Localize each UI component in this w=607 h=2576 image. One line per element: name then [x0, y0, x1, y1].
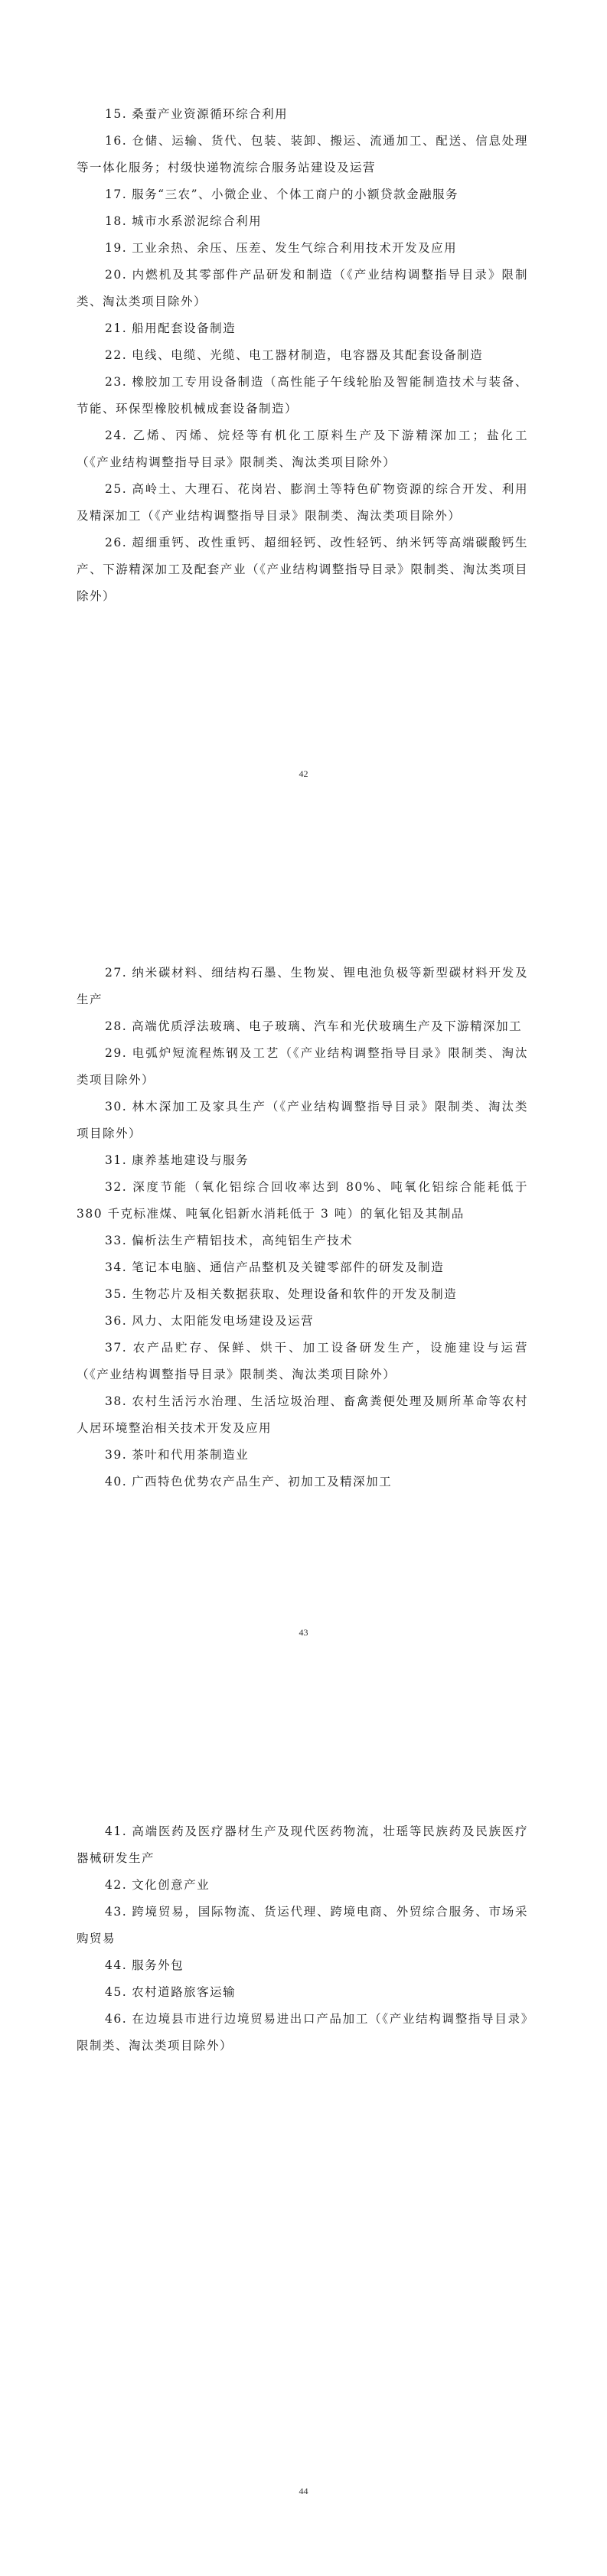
item-number: 39.: [105, 1448, 128, 1462]
page-content: [77, 1818, 528, 2059]
item-number: 44.: [105, 1958, 128, 1972]
item-text: 康养基地建设与服务: [132, 1153, 250, 1167]
list-item: [77, 1442, 528, 1469]
list-item: [77, 530, 528, 610]
list-item: [77, 422, 528, 476]
item-text: 深度节能（氧化铝综合回收率达到 80%、吨氧化铝综合能耗低于 380 千克标准煤、吨氧化铝新水消耗低于 3 吨）的氧化铝及其制品: [77, 1180, 528, 1221]
list-item: [77, 1174, 528, 1228]
page-content: [77, 101, 528, 610]
item-text: 农村生活污水治理、生活垃圾治理、畜禽粪便处理及厕所革命等农村人居环境整治相关技术开发及应用: [77, 1394, 528, 1435]
item-number: 19.: [105, 241, 128, 255]
item-text: 偏析法生产精铝技术，高纯铝生产技术: [132, 1234, 354, 1247]
list-item: [77, 1899, 528, 1952]
document-page: [0, 0, 607, 859]
list-item: [77, 262, 528, 315]
item-number: 28.: [105, 1019, 128, 1033]
document-page: [0, 1717, 607, 2576]
list-item: [77, 101, 528, 128]
item-text: 超细重钙、改性重钙、超细轻钙、改性轻钙、纳米钙等高端碳酸钙生产、下游精深加工及配套产业（《产业结构调整指导目录》限制类、淘汰类项目除外）: [77, 536, 528, 603]
item-number: 17.: [105, 187, 128, 201]
item-number: 16.: [105, 134, 128, 148]
item-text: 纳米碳材料、细结构石墨、生物炭、锂电池负极等新型碳材料开发及生产: [77, 966, 528, 1006]
item-number: 45.: [105, 1985, 128, 1999]
page-number: 44: [299, 2486, 308, 2496]
item-number: 26.: [105, 536, 128, 549]
item-text: 乙烯、丙烯、烷烃等有机化工原料生产及下游精深加工；盐化工（《产业结构调整指导目录》限制类、淘汰类项目除外）: [77, 429, 528, 469]
item-text: 桑蚕产业资源循环综合利用: [132, 107, 289, 121]
item-text: 农村道路旅客运输: [132, 1985, 237, 1999]
item-text: 服务外包: [132, 1958, 184, 1972]
item-text: 服务“三农”、小微企业、个体工商户的小额贷款金融服务: [132, 187, 459, 201]
item-text: 工业余热、余压、压差、发生气综合利用技术开发及应用: [132, 241, 458, 255]
item-number: 15.: [105, 107, 128, 121]
item-number: 42.: [105, 1878, 128, 1892]
item-number: 46.: [105, 2012, 128, 2026]
document-page: [0, 859, 607, 1717]
list-item: [77, 960, 528, 1013]
list-item: [77, 1872, 528, 1899]
page-content: [77, 960, 528, 1495]
item-number: 36.: [105, 1314, 128, 1328]
item-text: 文化创意产业: [132, 1878, 210, 1892]
item-number: 27.: [105, 966, 128, 980]
item-number: 40.: [105, 1475, 128, 1489]
item-number: 31.: [105, 1153, 128, 1167]
item-number: 35.: [105, 1287, 128, 1301]
item-text: 广西特色优势农产品生产、初加工及精深加工: [132, 1475, 393, 1489]
item-text: 橡胶加工专用设备制造（高性能子午线轮胎及智能制造技术与装备、节能、环保型橡胶机械成套设备制造）: [77, 375, 528, 416]
item-text: 林木深加工及家具生产（《产业结构调整指导目录》限制类、淘汰类项目除外）: [77, 1100, 528, 1140]
item-text: 生物芯片及相关数据获取、处理设备和软件的开发及制造: [132, 1287, 458, 1301]
list-item: [77, 1228, 528, 1254]
item-text: 在边境县市进行边境贸易进出口产品加工（《产业结构调整指导目录》限制类、淘汰类项目除外）: [77, 2012, 528, 2053]
page-number: 42: [299, 768, 308, 779]
item-text: 高端优质浮法玻璃、电子玻璃、汽车和光伏玻璃生产及下游精深加工: [132, 1019, 523, 1033]
item-text: 茶叶和代用茶制造业: [132, 1448, 250, 1462]
item-number: 30.: [105, 1100, 128, 1114]
item-text: 电弧炉短流程炼钢及工艺（《产业结构调整指导目录》限制类、淘汰类项目除外）: [77, 1046, 528, 1087]
item-text: 跨境贸易，国际物流、货运代理、跨境电商、外贸综合服务、市场采购贸易: [77, 1905, 528, 1945]
list-item: [77, 1308, 528, 1335]
item-number: 29.: [105, 1046, 128, 1060]
list-item: [77, 1281, 528, 1308]
list-item: [77, 1094, 528, 1147]
item-number: 43.: [105, 1905, 128, 1919]
list-item: [77, 476, 528, 530]
item-number: 21.: [105, 321, 128, 335]
list-item: [77, 1335, 528, 1388]
list-item: [77, 1040, 528, 1094]
list-item: [77, 342, 528, 369]
item-number: 41.: [105, 1824, 128, 1838]
item-text: 农产品贮存、保鲜、烘干、加工设备研发生产，设施建设与运营（《产业结构调整指导目录》限制类、淘汰类项目除外）: [77, 1341, 528, 1381]
item-number: 32.: [105, 1180, 128, 1194]
item-number: 24.: [105, 429, 128, 442]
list-item: [77, 369, 528, 422]
item-text: 仓储、运输、货代、包装、装卸、搬运、流通加工、配送、信息处理等一体化服务；村级快递物流综合服务站建设及运营: [77, 134, 528, 174]
item-number: 33.: [105, 1234, 128, 1247]
list-item: [77, 2006, 528, 2059]
item-text: 风力、太阳能发电场建设及运营: [132, 1314, 315, 1328]
item-text: 内燃机及其零部件产品研发和制造（《产业结构调整指导目录》限制类、淘汰类项目除外）: [77, 268, 528, 308]
item-number: 22.: [105, 348, 128, 362]
list-item: [77, 1388, 528, 1442]
list-item: [77, 181, 528, 208]
item-text: 电线、电缆、光缆、电工器材制造，电容器及其配套设备制造: [132, 348, 484, 362]
item-number: 23.: [105, 375, 128, 389]
list-item: [77, 1818, 528, 1872]
page-number: 43: [299, 1627, 308, 1638]
item-number: 34.: [105, 1260, 128, 1274]
item-text: 笔记本电脑、通信产品整机及关键零部件的研发及制造: [132, 1260, 445, 1274]
list-item: [77, 315, 528, 342]
list-item: [77, 1147, 528, 1174]
list-item: [77, 128, 528, 181]
list-item: [77, 1013, 528, 1040]
list-item: [77, 1254, 528, 1281]
item-number: 18.: [105, 214, 128, 228]
list-item: [77, 208, 528, 235]
list-item: [77, 235, 528, 262]
item-text: 船用配套设备制造: [132, 321, 237, 335]
item-text: 高岭土、大理石、花岗岩、膨润土等特色矿物资源的综合开发、利用及精深加工（《产业结构调整指导目录》限制类、淘汰类项目除外）: [77, 482, 528, 523]
item-number: 25.: [105, 482, 128, 496]
list-item: [77, 1469, 528, 1495]
item-number: 38.: [105, 1394, 128, 1408]
item-text: 城市水系淤泥综合利用: [132, 214, 263, 228]
item-text: 高端医药及医疗器材生产及现代医药物流，壮瑶等民族药及民族医疗器械研发生产: [77, 1824, 528, 1865]
item-number: 37.: [105, 1341, 128, 1355]
item-number: 20.: [105, 268, 128, 282]
list-item: [77, 1952, 528, 1979]
list-item: [77, 1979, 528, 2006]
